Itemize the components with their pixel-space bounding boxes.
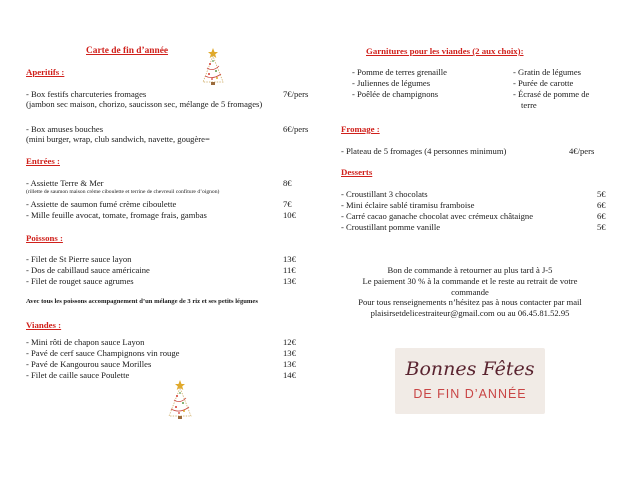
aperitif-item-2-price: 6€/pers bbox=[283, 124, 309, 134]
viande-item-3-price: 13€ bbox=[283, 359, 296, 369]
aperitif-item-2: - Box amuses bouches bbox=[26, 124, 104, 134]
fromage-item-1: - Plateau de 5 fromages (4 personnes minimum) bbox=[341, 146, 507, 156]
viande-item-4: - Filet de caille sauce Poulette bbox=[26, 370, 130, 380]
fromage-heading: Fromage : bbox=[341, 124, 380, 134]
poissons-heading: Poissons : bbox=[26, 233, 63, 243]
banner-title: Bonnes Fêtes bbox=[405, 358, 535, 380]
dessert-item-2-price: 6€ bbox=[597, 200, 606, 210]
entree-item-2: - Assiette de saumon fumé crème ciboulette bbox=[26, 199, 177, 209]
garniture-col1-item-3: - Poêlée de champignons bbox=[352, 89, 439, 99]
menu-title: Carte de fin d’année bbox=[86, 46, 169, 56]
fromage-item-1-price: 4€/pers bbox=[569, 146, 595, 156]
entree-item-1: - Assiette Terre & Mer bbox=[26, 178, 104, 188]
order-info bbox=[330, 265, 610, 319]
poisson-item-2-price: 11€ bbox=[283, 265, 296, 275]
aperitif-item-1: - Box festifs charcuteries fromages bbox=[26, 89, 147, 99]
christmas-tree-icon-bottom bbox=[165, 378, 195, 422]
dessert-item-3: - Carré cacao ganache chocolat avec crémeux châtaigne bbox=[341, 211, 534, 221]
garniture-col2-item-3: - Écrasé de pomme de bbox=[513, 89, 590, 99]
order-info-line-4: Pour tous renseignements n’hésitez pas à nous contacter par mail bbox=[358, 297, 582, 308]
poisson-item-3: - Filet de rouget sauce agrumes bbox=[26, 276, 134, 286]
viande-item-2-price: 13€ bbox=[283, 348, 296, 358]
viande-item-3: - Pavé de Kangourou sauce Morilles bbox=[26, 359, 152, 369]
garniture-col2-item-3-cont: terre bbox=[521, 100, 537, 110]
entree-item-2-price: 7€ bbox=[283, 199, 292, 209]
garniture-col1-item-1: - Pomme de terres grenaille bbox=[352, 67, 447, 77]
order-info-line-1: Bon de commande à retourner au plus tard à J-5 bbox=[387, 265, 553, 275]
order-info-line-2: Le paiement 30 % à la commande et le reste au retrait de votre bbox=[362, 275, 578, 286]
viande-item-2: - Pavé de cerf sauce Champignons vin rouge bbox=[26, 348, 180, 358]
holiday-banner bbox=[395, 348, 545, 414]
poisson-item-1: - Filet de St Pierre sauce layon bbox=[26, 254, 132, 264]
aperitif-item-2-desc: (mini burger, wrap, club sandwich, navette, gougère= bbox=[26, 134, 210, 144]
poisson-item-3-price: 13€ bbox=[283, 276, 296, 286]
dessert-item-4: - Croustillant pomme vanille bbox=[341, 222, 441, 232]
garniture-col2-item-2: - Purée de carotte bbox=[513, 78, 574, 88]
contact-info: plaisirsetdelicestraiteur@gmail.com ou au 06.45.81.52.95 bbox=[370, 308, 570, 319]
viandes-heading: Viandes : bbox=[26, 320, 62, 330]
poissons-note: Avec tous les poissons accompagnement d’un mélange de 3 riz et ses petits légumes bbox=[26, 298, 258, 305]
garnitures-heading: Garnitures pour les viandes (2 aux choix): bbox=[366, 46, 524, 56]
dessert-item-2: - Mini éclaire sablé tiramisu framboise bbox=[341, 200, 475, 210]
dessert-item-3-price: 6€ bbox=[597, 211, 606, 221]
desserts-heading: Desserts bbox=[341, 167, 373, 177]
poisson-item-1-price: 13€ bbox=[283, 254, 296, 264]
garniture-col2-item-1: - Gratin de légumes bbox=[513, 67, 582, 77]
viande-item-4-price: 14€ bbox=[283, 370, 296, 380]
poisson-item-2: - Dos de cabillaud sauce américaine bbox=[26, 265, 150, 275]
entree-item-3-price: 10€ bbox=[283, 210, 296, 220]
entree-item-3: - Mille feuille avocat, tomate, fromage frais, gambas bbox=[26, 210, 207, 220]
garniture-col1-item-2: - Juliennes de légumes bbox=[352, 78, 431, 88]
viande-item-1: - Mini rôti de chapon sauce Layon bbox=[26, 337, 145, 347]
aperitif-item-1-price: 7€/pers bbox=[283, 89, 309, 99]
order-info-line-3: commande bbox=[451, 286, 489, 297]
dessert-item-1-price: 5€ bbox=[597, 189, 606, 199]
aperitifs-heading: Aperitifs : bbox=[26, 67, 65, 77]
entree-item-1-price: 8€ bbox=[283, 178, 292, 188]
banner-subtitle: DE FIN D’ANNÉE bbox=[413, 387, 527, 401]
entrees-heading: Entrées : bbox=[26, 156, 60, 166]
christmas-tree-icon bbox=[198, 46, 228, 88]
dessert-item-1: - Croustillant 3 chocolats bbox=[341, 189, 428, 199]
dessert-item-4-price: 5€ bbox=[597, 222, 606, 232]
entree-item-1-desc: (rillette de saumon maison crème ciboulette et terrine de chevreuil confiture d’oignon) bbox=[26, 189, 220, 195]
aperitif-item-1-desc: (jambon sec maison, chorizo, saucisson sec, mélange de 5 fromages) bbox=[26, 99, 263, 109]
viande-item-1-price: 12€ bbox=[283, 337, 296, 347]
